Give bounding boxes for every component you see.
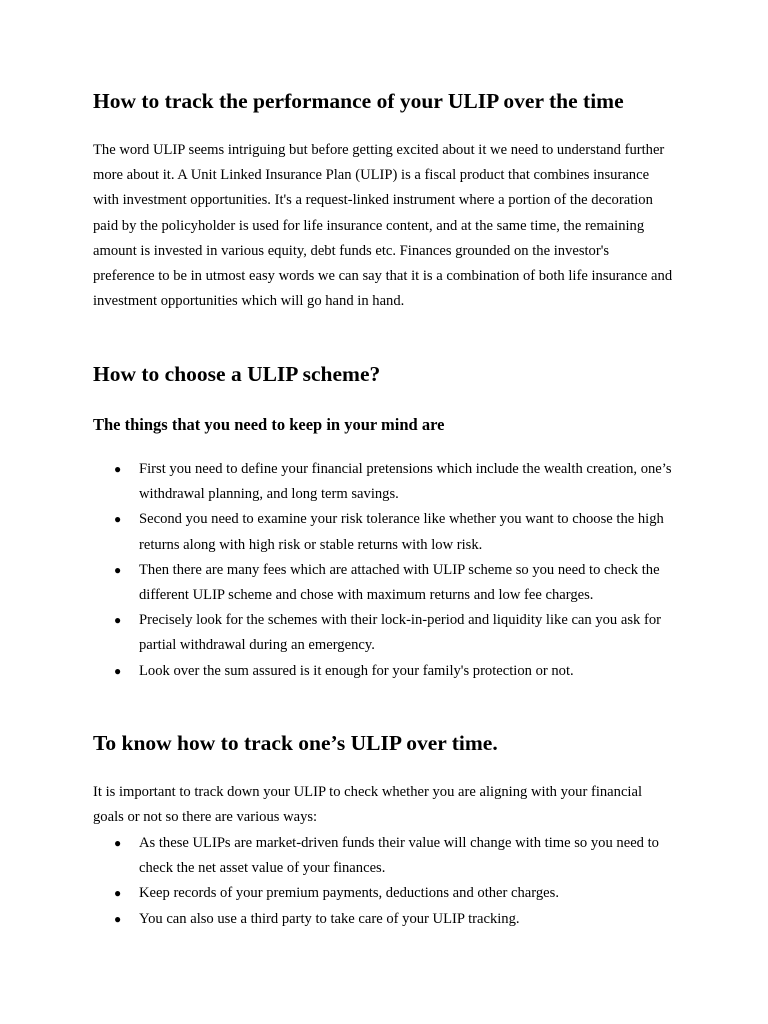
list-item: ● Keep records of your premium payments, deductions and other charges.: [93, 881, 679, 906]
bullet-icon: ●: [114, 911, 122, 926]
bullet-icon: ●: [114, 886, 122, 901]
list-item: ● First you need to define your financial pretensions which include the wealth creation, one’s withdrawal planning, and long term savings.: [93, 457, 679, 507]
track-intro-paragraph: It is important to track down your ULIP to check whether you are aligning with your financial goals or not so there are various ways:: [93, 784, 643, 826]
intro-paragraph: The word ULIP seems intriguing but before getting excited about it we need to understand further more about it. A Unit Linked Insurance Plan (ULIP) is a fiscal product that combines insurance with investment opportunities. It's a request-linked instrument where a portion of the decoration paid by the policyholder is used for life insurance content, and at the same time, the remaining amount is invested in various equity, debt funds etc. Finances grounded on the investor's preference to be in utmost easy words we can say that it is a combination of both life insurance and investment opportunities which will go hand in hand.: [93, 142, 673, 310]
track-list: [93, 831, 683, 932]
bullet-icon: ●: [114, 462, 122, 476]
list-item: ● You can also use a third party to take care of your ULIP tracking.: [93, 907, 679, 932]
things-subheading: The things that you need to keep in your mind are: [93, 415, 445, 434]
choose-scheme-heading: How to choose a ULIP scheme?: [93, 362, 381, 386]
choose-list: [93, 457, 683, 684]
bullet-icon: ●: [114, 512, 122, 527]
list-item: ● Look over the sum assured is it enough for your family's protection or not.: [93, 659, 679, 684]
bullet-icon: ●: [114, 562, 122, 577]
list-item: ● Then there are many fees which are attached with ULIP scheme so you need to check the different ULIP scheme and chose with maximum returns and low fee charges.: [93, 558, 679, 608]
track-heading: To know how to track one’s ULIP over time.: [93, 731, 498, 755]
list-item: ● As these ULIPs are market-driven funds their value will change with time so you need to check the net asset value of your finances.: [93, 831, 679, 881]
bullet-icon: ●: [114, 613, 122, 628]
bullet-icon: ●: [114, 836, 122, 850]
list-item: ● Precisely look for the schemes with their lock-in-period and liquidity like can you ask for partial withdrawal during an emergency.: [93, 608, 679, 658]
main-heading: How to track the performance of your ULIP over the time: [93, 89, 624, 113]
list-item: ● Second you need to examine your risk tolerance like whether you want to choose the high returns along with high risk or stable returns with low risk.: [93, 507, 679, 557]
bullet-icon: ●: [114, 663, 122, 678]
